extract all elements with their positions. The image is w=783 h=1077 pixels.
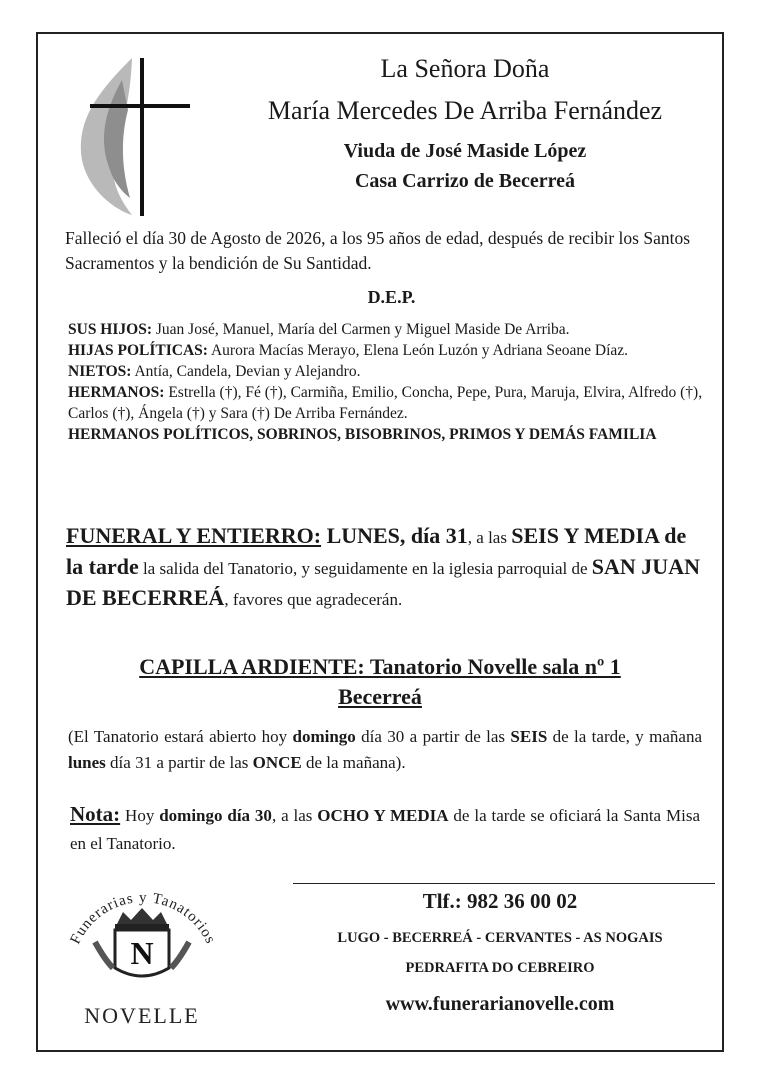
crown-icon [115,908,169,930]
honorific: La Señora Doña [380,54,550,83]
deceased-header [205,52,725,196]
children-entry: SUS HIJOS: Juan José, Manuel, María del Carmen y Miguel Maside De Arriba. [68,321,570,338]
rip-heading: D.E.P. [367,287,416,307]
website-link[interactable]: www.funerarianovelle.com [385,993,615,1015]
note-label: Nota: [70,802,121,826]
logo-name: NOVELLE [84,1003,200,1028]
church-name: SAN JUAN DE BECERREÁ [66,554,700,610]
deceased-name: María Mercedes De Arriba Fernández [267,96,663,125]
extended-family-entry: HERMANOS POLÍTICOS, SOBRINOS, BISOBRINOS, PRIMOS Y DEMÁS FAMILIA [68,426,657,443]
chapel-line2: Becerreá [338,684,422,709]
funeral-info: FUNERAL Y ENTIERRO: LUNES, día 31, a las SEIS Y MEDIA de la tarde la salida del Tanatorio, y seguidamente en la iglesia parroquial de SAN JUAN DE BECERREÁ, favores que agradecerán. [66,523,700,610]
phone-number: Tlf.: 982 36 00 02 [422,889,578,913]
funeral-hour: SEIS Y MEDIA de la tarde [66,523,687,579]
funeral-day: LUNES, día 31 [321,523,468,548]
house-origin: Casa Carrizo de Becerreá [354,170,576,192]
opening-hours: (El Tanatorio estará abierto hoy domingo día 30 a partir de las SEIS de la tarde, y mañana lunes día 31 a partir de las ONCE de la mañana). [68,727,702,772]
family-list [68,319,713,445]
cross-flame-emblem-icon [70,50,200,220]
death-notice: Falleció el día 30 de Agosto de 2026, a los 95 años de edad, después de recibir los Santos Sacramentos y la bendición de Su Santidad. [65,228,691,273]
novelle-logo [55,880,230,1030]
chapel-info [60,652,700,712]
grandchildren-entry: NIETOS: Antía, Candela, Devian y Alejandro. [68,363,361,380]
chapel-line1: CAPILLA ARDIENTE: Tanatorio Novelle sala nº 1 [139,654,621,679]
mass-note: Nota: Hoy domingo día 30, a las OCHO Y MEDIA de la tarde se oficiará la Santa Misa en el Tanatorio. [70,802,700,853]
siblings-entry: HERMANOS: Estrella (†), Fé (†), Carmiña, Emilio, Concha, Pepe, Pura, Maruja, Elvira, Alfredo (†), Carlos (†), Ángela (†) y Sara (†) De Arriba Fernández. [68,384,703,422]
funeral-label: FUNERAL Y ENTIERRO: [66,523,322,548]
contact-block [290,885,710,1019]
locations: LUGO - BECERREÁ - CERVANTES - AS NOGAIS [337,930,663,946]
widow-of: Viuda de José Maside López [343,140,587,162]
logo-arc-text: Funerarias y Tanatorios [67,890,219,947]
daughters-in-law-entry: HIJAS POLÍTICAS: Aurora Macías Merayo, Elena León Luzón y Adriana Seoane Díaz. [68,342,629,359]
location-town: PEDRAFITA DO CEBREIRO [405,960,595,976]
logo-initial: N [130,935,154,971]
contact-divider [293,883,715,884]
